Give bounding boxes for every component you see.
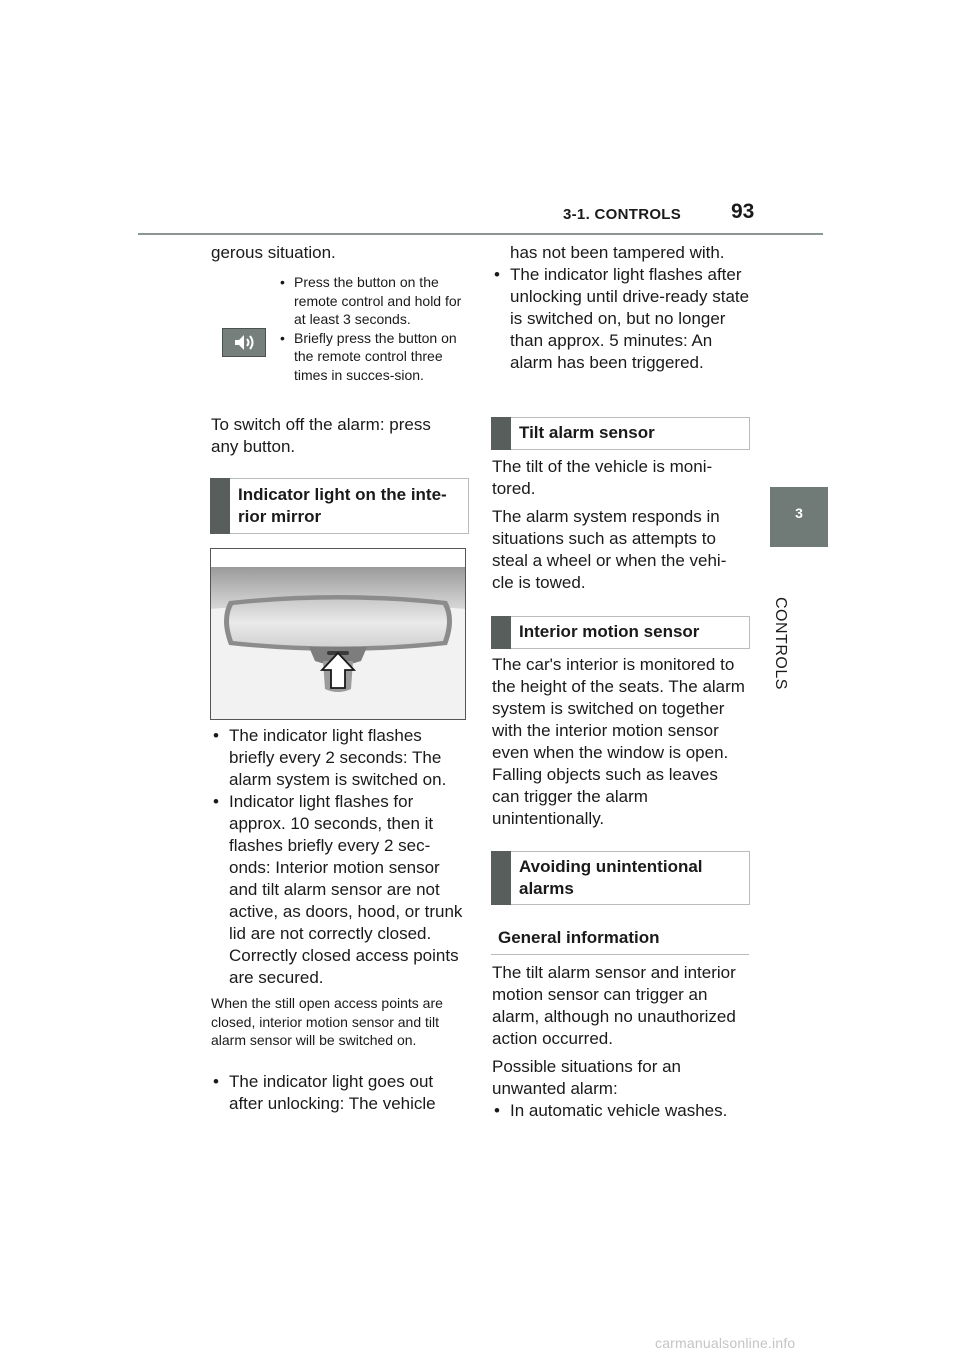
page-number: 93 — [731, 200, 755, 223]
section-title: 3-1. CONTROLS — [563, 206, 682, 223]
interior-paragraph: The car's interior is monitored to the height of the seats. The alarm system is switched on together with the interior motion sensor even when the window is open. Falling objects such as leaves can trigger the alarm unintentionally. — [492, 655, 745, 828]
heading-bar — [491, 417, 511, 450]
flash-list — [492, 264, 752, 374]
heading-indicator-light — [210, 478, 469, 534]
tilt-paragraph-2: The alarm system responds in situations such as attempts to steal a wheel or when the vehi-cle is towed. — [492, 507, 727, 592]
heading-bar — [210, 478, 230, 534]
heading-tilt-alarm — [491, 417, 750, 450]
heading-general-information: General information — [491, 927, 749, 955]
list-item: • The indicator light flashes briefly every 2 seconds: The alarm system is switched on. — [211, 725, 469, 791]
header-rule — [138, 233, 823, 235]
general-paragraph-2: Possible situations for an unwanted alarm: — [492, 1057, 681, 1098]
list-item: • Indicator light flashes for approx. 10 seconds, then it flashes briefly every 2 sec-onds: Interior motion sensor and tilt alarm sensor are not active, as doors, hood, or trunk lid are not correctly closed. Correctly closed access points are secured. — [211, 791, 469, 989]
heading-bar — [491, 616, 511, 649]
general-paragraph-1: The tilt alarm sensor and interior motion sensor can trigger an alarm, although no unauthorized action occurred. — [492, 963, 736, 1048]
list-item: • Press the button on the remote control and hold for at least 3 seconds. — [280, 273, 465, 329]
heading-text: Interior motion sensor — [519, 622, 700, 641]
interior-mirror-illustration — [210, 548, 466, 720]
chapter-label: CONTROLS — [772, 597, 789, 690]
switch-off-text: To switch off the alarm: press any button. — [211, 415, 431, 456]
list-item: • In automatic vehicle washes. — [492, 1100, 752, 1122]
list-item: • The indicator light flashes after unlocking until drive-ready state is switched on, but no longer than approx. 5 minutes: An alarm has been triggered. — [492, 264, 752, 374]
list-item: • The indicator light goes out after unlocking: The vehicle — [211, 1071, 469, 1115]
list-item: • Briefly press the button on the remote control three times in succes-sion. — [280, 329, 465, 385]
speaker-icon — [222, 328, 266, 357]
unwanted-alarm-list — [492, 1100, 752, 1122]
indicator-list — [211, 725, 469, 989]
heading-text: Tilt alarm sensor — [519, 423, 655, 442]
goes-out-list — [211, 1071, 469, 1115]
heading-text: Indicator light on the inte-rior mirror — [238, 485, 447, 526]
continuation-text-right: has not been tampered with. — [510, 243, 725, 262]
continuation-text: gerous situation. — [211, 243, 336, 262]
heading-interior-motion — [491, 616, 750, 649]
remote-button-list — [280, 273, 465, 384]
heading-text: Avoiding unintentional alarms — [519, 857, 703, 898]
chapter-number: 3 — [795, 505, 803, 521]
heading-bar — [491, 851, 511, 905]
watermark: carmanualsonline.info — [655, 1335, 796, 1351]
tilt-paragraph-1: The tilt of the vehicle is moni-tored. — [492, 457, 713, 498]
note-text: When the still open access points are closed, interior motion sensor and tilt alarm sensor will be switched on. — [211, 995, 443, 1048]
heading-avoiding-alarms — [491, 851, 750, 905]
